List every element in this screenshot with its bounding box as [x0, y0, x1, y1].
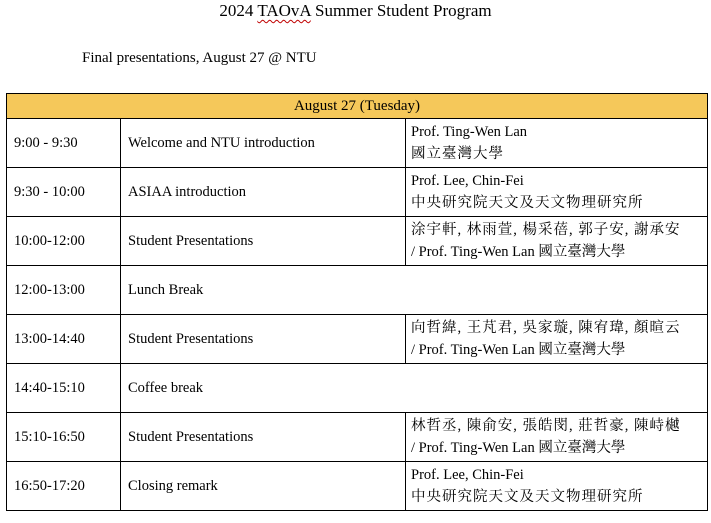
event-cell: Closing remark: [121, 462, 406, 511]
student-names-line: 向哲緯, 王芃君, 吳家璇, 陳宥瑋, 顏暄云: [411, 320, 681, 336]
time-cell: 12:00-13:00: [7, 266, 121, 315]
table-row: [7, 217, 708, 266]
event-cell: Coffee break: [121, 364, 708, 413]
event-cell: Welcome and NTU introduction: [121, 119, 406, 168]
affiliation-line: 中央研究院天文及天文物理研究所: [411, 195, 644, 211]
advisor-line: / Prof. Ting-Wen Lan 國立臺灣大學: [411, 244, 626, 260]
speaker-cell: [406, 462, 708, 511]
table-row: [7, 119, 708, 168]
affiliation-line: 中央研究院天文及天文物理研究所: [411, 489, 644, 505]
table-header-row: [7, 94, 708, 119]
time-cell: 9:00 - 9:30: [7, 119, 121, 168]
table-row: [7, 413, 708, 462]
time-cell: 13:00-14:40: [7, 315, 121, 364]
speaker-cell: [406, 315, 708, 364]
speaker-line: Prof. Ting-Wen Lan: [411, 124, 528, 140]
date-header: August 27 (Tuesday): [7, 94, 708, 119]
time-cell: 10:00-12:00: [7, 217, 121, 266]
event-cell: Student Presentations: [121, 413, 406, 462]
event-cell: Lunch Break: [121, 266, 708, 315]
speaker-cell: [406, 119, 708, 168]
speaker-cell: [406, 413, 708, 462]
event-cell: Student Presentations: [121, 315, 406, 364]
table-row: [7, 364, 708, 413]
time-cell: 14:40-15:10: [7, 364, 121, 413]
title-program-name: TAOvA: [257, 1, 311, 20]
affiliation-line: 國立臺灣大學: [411, 146, 504, 162]
event-cell: Student Presentations: [121, 217, 406, 266]
subtitle: Final presentations, August 27 @ NTU: [82, 50, 317, 66]
advisor-line: / Prof. Ting-Wen Lan 國立臺灣大學: [411, 440, 626, 456]
speaker-line: Prof. Lee, Chin-Fei: [411, 467, 524, 483]
table-row: [7, 462, 708, 511]
schedule-table: [6, 93, 708, 511]
advisor-line: / Prof. Ting-Wen Lan 國立臺灣大學: [411, 342, 626, 358]
speaker-cell: [406, 217, 708, 266]
speaker-line: Prof. Lee, Chin-Fei: [411, 173, 524, 189]
time-cell: 15:10-16:50: [7, 413, 121, 462]
table-row: [7, 266, 708, 315]
title-year: 2024: [219, 1, 254, 20]
student-names-line: 涂宇軒, 林雨萱, 楊采蓓, 郭子安, 謝承安: [411, 222, 681, 238]
table-row: [7, 168, 708, 217]
time-cell: 16:50-17:20: [7, 462, 121, 511]
time-cell: 9:30 - 10:00: [7, 168, 121, 217]
student-names-line: 林哲丞, 陳俞安, 張皓閔, 莊哲豪, 陳峙樾: [411, 418, 681, 434]
speaker-cell: [406, 168, 708, 217]
event-cell: ASIAA introduction: [121, 168, 406, 217]
document-title: [0, 0, 711, 22]
title-rest: Summer Student Program: [315, 1, 492, 20]
table-row: [7, 315, 708, 364]
